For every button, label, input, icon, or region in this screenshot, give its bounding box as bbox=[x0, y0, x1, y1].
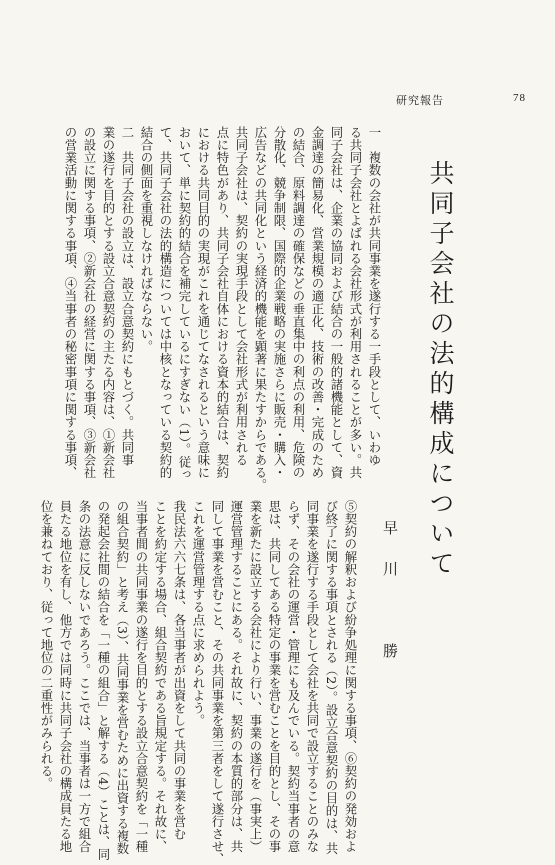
author-name: 早川 勝 bbox=[381, 520, 399, 684]
article-title: 共同子会社の法的構成について bbox=[426, 160, 455, 580]
journal-name: 研究報告 bbox=[396, 94, 444, 107]
body-text-upper: 一 複数の会社が共同事業を遂行する一手段として、いわゆ る共同子会社とよばれる会社形式が利用されることが多い。共 同子会社は、企業の協同および結合の一般的諸機能として、資 金調達の簡易化、営業規模の適正化、技術の改善・完成のため の結合、原料調達の確保などの垂直集中の利点の利用、危険の 分散化、競争制限、国際的企業戦略の実施さらに販売・購入・ 広告などの共同化という経済的機能を顕著に果たすからである。 共同子会社は、契約の実現手段として会社形式が利用される 点に特色があり、共同子会社自体における資本的結合は、契約 における共同目的の実現がこれを通じてなされるという意味に おいて、単に契約的結合を補完しているにすぎない（1）。従っ て、共同子会社の法的構造については中核となっている契約的 結合の側面を重視しなければならない。 二 共同子会社の設立は、設立合意契約にもとづく。共同事 業の遂行を目的とする設立合意契約の主たる内容は、①新会社 の設立に関する事項、②新会社の経営に関する事項、③新会社 の営業活動に関する事項、④当事者の秘密事項に関する事項、 bbox=[63, 126, 382, 492]
running-header bbox=[396, 92, 526, 112]
page-number: 78 bbox=[513, 92, 526, 104]
body-text-lower: ⑤契約の解釈および紛争処理に関する事項、⑥契約の発効およ び終了に関する事項とされる（2）。設立合意契約の目的は、共 同事業を遂行する手段として会社を共同で設立することのみな らず、その会社の運営・管理にも及んでいる。契約当事者の意 思は、共同してある特定の事業を営むことを目的とし、その事 業を新たに設立する会社により行い、事業の遂行を（事実上） 運営管理することにある。それ故に、契約の本質的部分は、共 同して事業を営むこと、その共同事業を第三者をして遂行させ、 これを運営管理する点に求められよう。 我民法六六七条は、各当事者が出資をして共同の事業を営む ことを約定する場合、組合契約である旨規定する。それ故に、 当事者間の共同事業の遂行を目的とする設立合意契約を「一種 の組合契約」と考え（3）、共同事業を営むために出資する複数 の発起会社間の結合を「一種の組合」と解する（4）ことは、同 条の法意に反しないであろう。ここでは、当事者は一方で組合 員たる地位を有し、他方では同時に共同子会社の構成員たる地 位を兼ねており、従って地位の二重性がみられる。 bbox=[39, 500, 358, 865]
